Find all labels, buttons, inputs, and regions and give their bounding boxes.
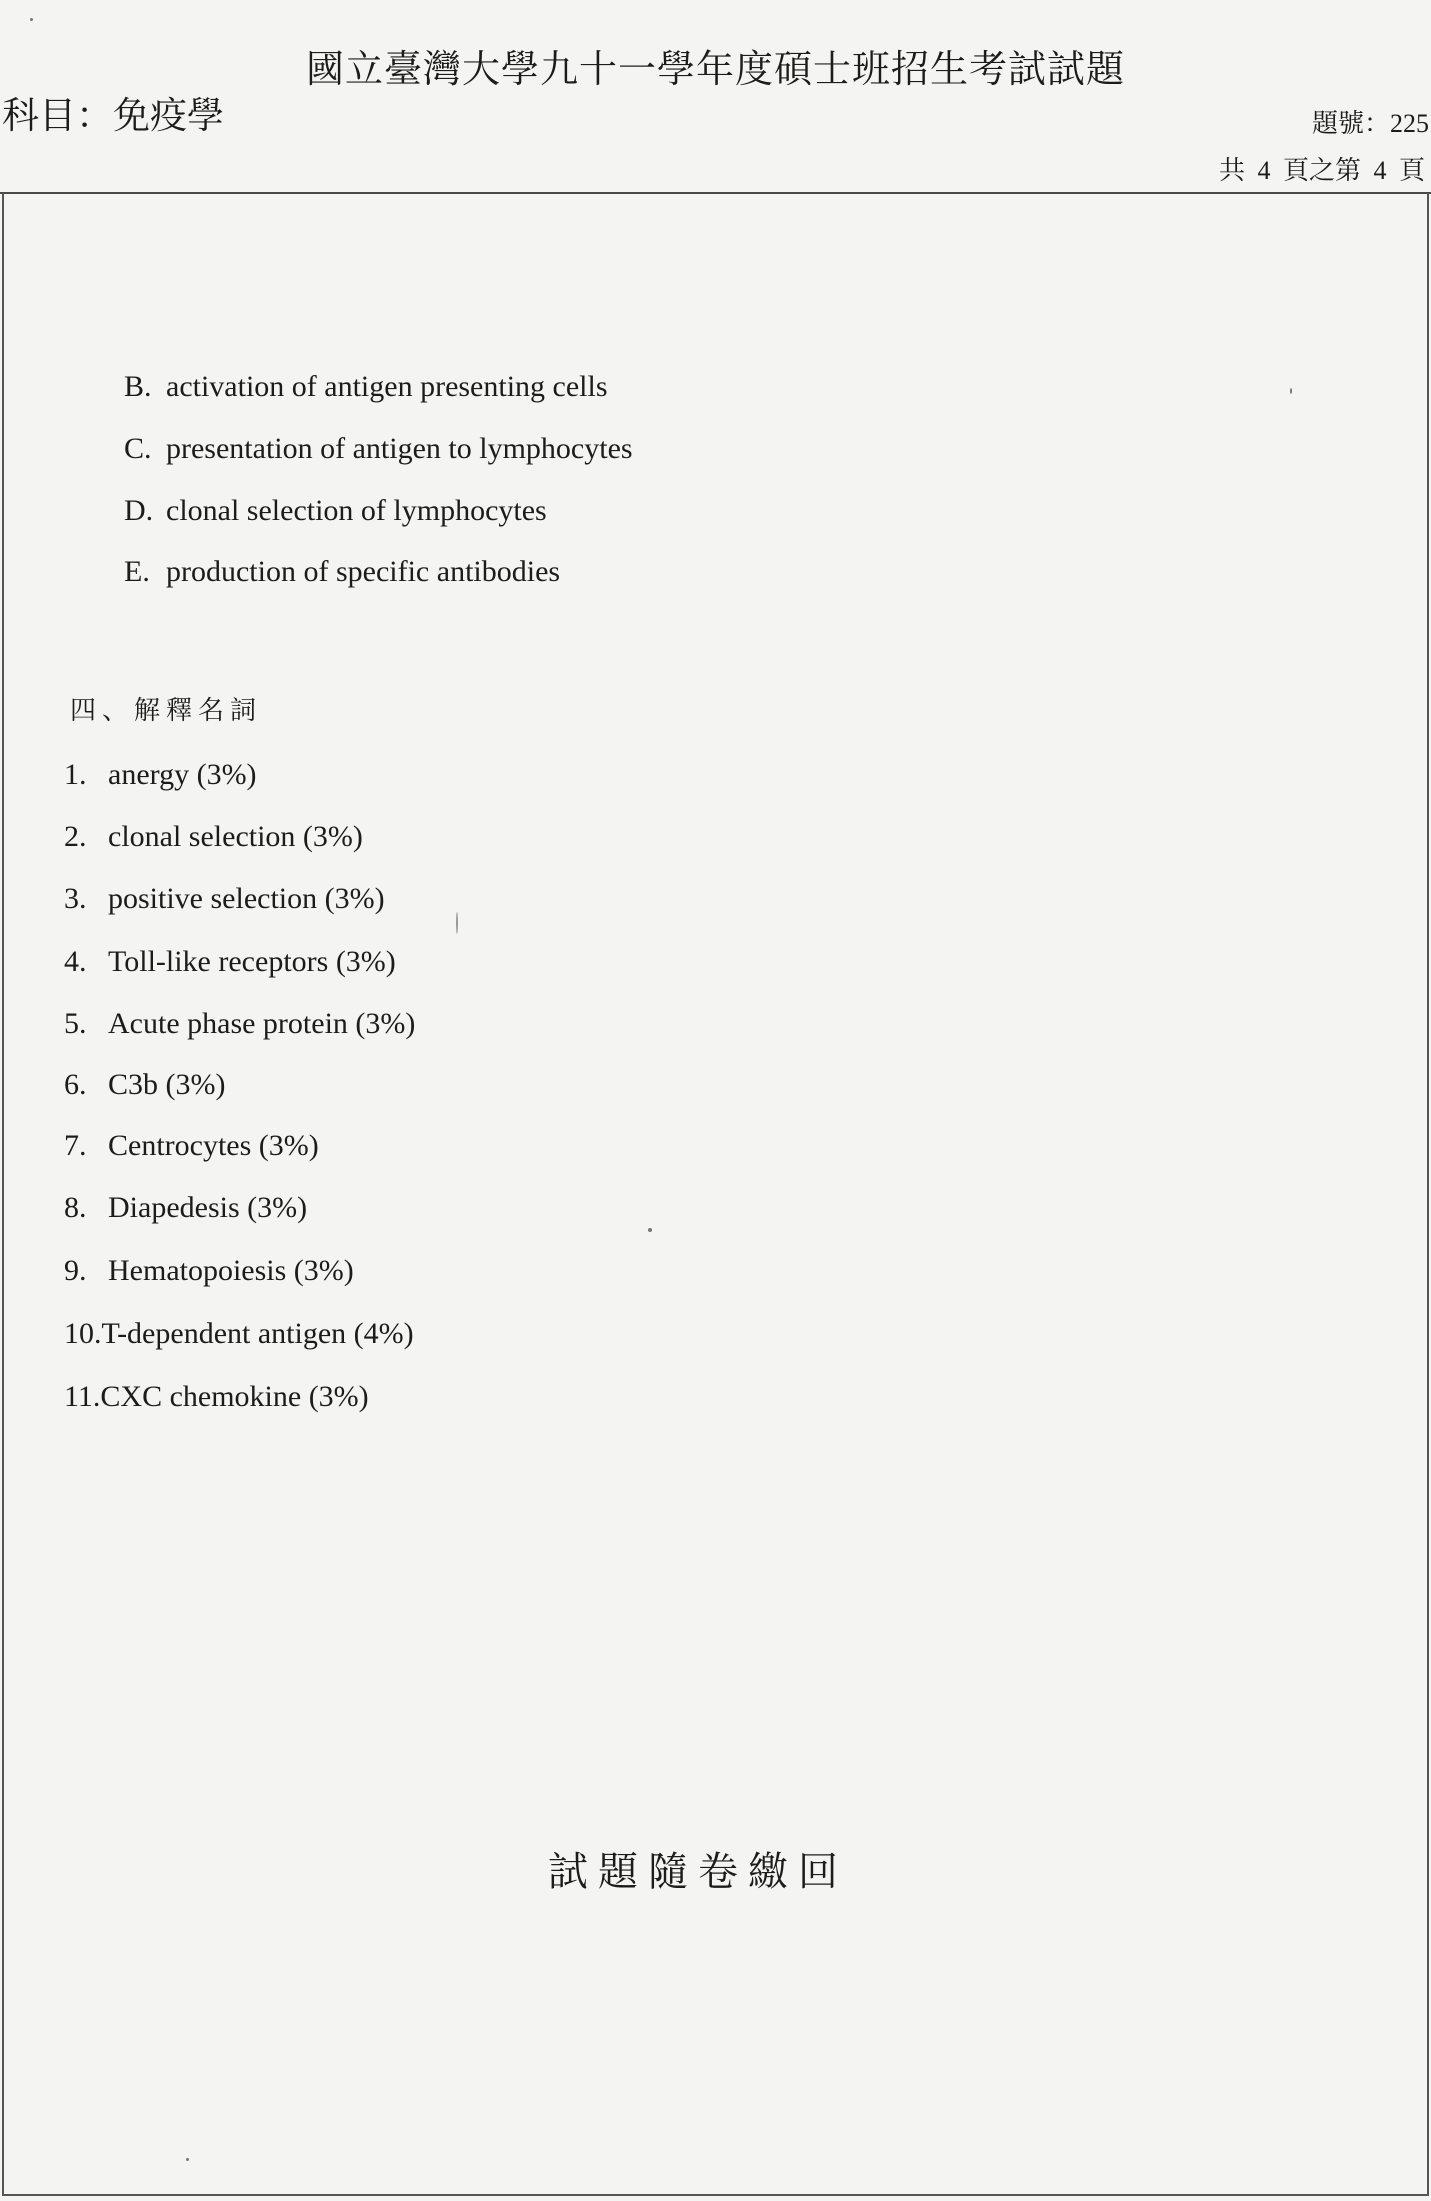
exam-title: 國立臺灣大學九十一學年度碩士班招生考試試題 <box>305 49 1125 91</box>
term-number: 10. <box>64 1317 102 1350</box>
term-item-1 <box>64 758 257 792</box>
term-item-5 <box>64 1007 415 1041</box>
term-item-2 <box>64 820 363 854</box>
term-number: 8. <box>64 1191 87 1224</box>
choice-c <box>124 432 633 466</box>
return-notice: 試題隨卷繳回 <box>548 1849 848 1894</box>
subject-label: 科目：免疫學 <box>2 96 224 137</box>
term-text: clonal selection (3%) <box>108 820 363 853</box>
choice-b <box>124 370 608 404</box>
term-number: 2. <box>64 820 87 853</box>
section-heading: 四、解釋名詞 <box>70 696 263 725</box>
choice-text: presentation of antigen to lymphocytes <box>166 432 633 465</box>
term-number: 11. <box>64 1380 101 1413</box>
choice-letter: C. <box>124 432 152 465</box>
term-text: Hematopoiesis (3%) <box>108 1254 354 1287</box>
term-text: Toll-like receptors (3%) <box>108 945 396 978</box>
term-text: Centrocytes (3%) <box>108 1129 319 1162</box>
term-text: anergy (3%) <box>108 758 257 791</box>
term-number: 7. <box>64 1129 87 1162</box>
page-indicator: 共 4 頁之第 4 頁 <box>1218 156 1425 185</box>
term-text: positive selection (3%) <box>108 882 385 915</box>
choice-text: clonal selection of lymphocytes <box>166 494 547 527</box>
term-text: C3b (3%) <box>108 1068 226 1101</box>
choice-letter: D. <box>124 494 154 527</box>
choice-d <box>124 494 547 528</box>
scan-mark <box>456 912 458 934</box>
term-item-10 <box>64 1317 414 1351</box>
term-item-6 <box>64 1068 225 1102</box>
question-code: 題號：225 <box>1311 109 1429 138</box>
term-text: Diapedesis (3%) <box>108 1191 308 1224</box>
term-item-9 <box>64 1254 354 1288</box>
term-text: Acute phase protein (3%) <box>108 1007 416 1040</box>
scan-speck <box>648 1228 652 1232</box>
term-text: T-dependent antigen (4%) <box>101 1317 414 1350</box>
scan-speck <box>30 18 33 21</box>
term-number: 5. <box>64 1007 87 1040</box>
term-item-3 <box>64 882 385 916</box>
choice-text: production of specific antibodies <box>166 555 561 588</box>
term-number: 6. <box>64 1068 87 1101</box>
scan-speck <box>186 2158 189 2161</box>
term-item-8 <box>64 1191 307 1225</box>
term-number: 3. <box>64 882 87 915</box>
term-item-7 <box>64 1129 319 1163</box>
choice-e <box>124 555 560 589</box>
choice-letter: E. <box>124 555 150 588</box>
choice-letter: B. <box>124 370 152 403</box>
choice-text: activation of antigen presenting cells <box>166 370 608 403</box>
scan-speck <box>1290 388 1292 394</box>
term-text: CXC chemokine (3%) <box>100 1380 369 1413</box>
term-item-11 <box>64 1380 369 1414</box>
term-item-4 <box>64 945 396 979</box>
term-number: 4. <box>64 945 87 978</box>
term-number: 1. <box>64 758 87 791</box>
term-number: 9. <box>64 1254 87 1287</box>
